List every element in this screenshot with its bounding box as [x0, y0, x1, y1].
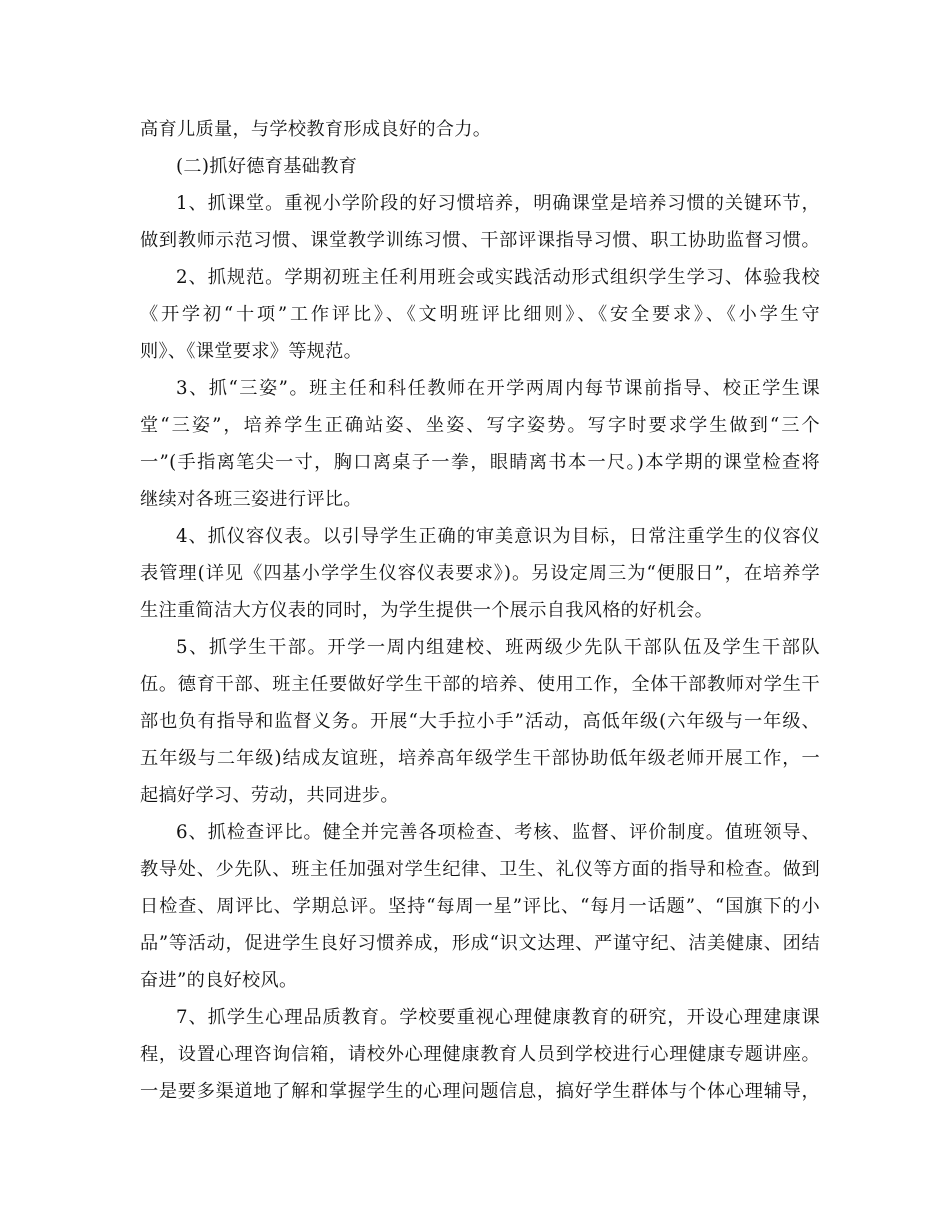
text-line: 做到教师示范习惯、课堂教学训练习惯、干部评课指导习惯、职工协助监督习惯。 [140, 230, 820, 251]
text-line: 伍。德育干部、班主任要做好学生干部的培养、使用工作，全体干部教师对学生干 [140, 674, 820, 695]
text-line: 3、抓“三姿”。班主任和科任教师在开学两周内每节课前指导、校正学生课 [176, 378, 820, 399]
text-line: 程，设置心理咨询信箱，请校外心理健康教育人员到学校进行心理健康专题讲座。 [140, 1044, 820, 1065]
text-line: 6、抓检查评比。健全并完善各项检查、考核、监督、评价制度。值班领导、 [176, 822, 820, 843]
text-line: 4、抓仪容仪表。以引导学生正确的审美意识为目标，日常注重学生的仪容仪 [176, 526, 820, 547]
text-line: 一”(手指离笔尖一寸，胸口离桌子一拳，眼睛离书本一尺。)本学期的课堂检查将 [140, 452, 820, 473]
text-line: 2、抓规范。学期初班主任利用班会或实践活动形式组织学生学习、体验我校 [176, 267, 820, 288]
text-line: 部也负有指导和监督义务。开展“大手拉小手”活动，高低年级(六年级与一年级、 [140, 711, 820, 732]
text-line: 继续对各班三姿进行评比。 [140, 489, 362, 510]
text-line: 《开学初“十项”工作评比》、《文明班评比细则》、《安全要求》、《小学生守 [140, 304, 820, 325]
text-line: 品”等活动，促进学生良好习惯养成，形成“识文达理、严谨守纪、洁美健康、团结 [140, 933, 820, 954]
text-line: 五年级与二年级)结成友谊班，培养高年级学生干部协助低年级老师开展工作，一 [140, 748, 820, 769]
text-line: 日检查、周评比、学期总评。坚持“每周一星”评比、“每月一话题”、“国旗下的小 [140, 896, 820, 917]
text-line: 5、抓学生干部。开学一周内组建校、班两级少先队干部队伍及学生干部队 [176, 637, 820, 658]
text-line: 起搞好学习、劳动，共同进步。 [140, 785, 399, 806]
text-line: 堂“三姿”，培养学生正确站姿、坐姿、写字姿势。写字时要求学生做到“三个 [140, 415, 820, 436]
section-heading: (二)抓好德育基础教育 [176, 156, 358, 177]
text-line: 生注重简洁大方仪表的同时，为学生提供一个展示自我风格的好机会。 [140, 600, 714, 621]
text-line: 一是要多渠道地了解和掌握学生的心理问题信息，搞好学生群体与个体心理辅导， [140, 1081, 820, 1102]
text-line: 则》、《课堂要求》等规范。 [140, 341, 363, 362]
text-line: 7、抓学生心理品质教育。学校要重视心理健康教育的研究，开设心理建康课 [176, 1007, 820, 1028]
text-line: 奋进”的良好校风。 [140, 970, 298, 991]
text-line: 教导处、少先队、班主任加强对学生纪律、卫生、礼仪等方面的指导和检查。做到 [140, 859, 820, 880]
text-line: 表管理(详见《四基小学学生仪容仪表要求》)。另设定周三为“便服日”，在培养学 [140, 563, 820, 584]
text-line: 高育儿质量，与学校教育形成良好的合力。 [140, 119, 492, 140]
text-line: 1、抓课堂。重视小学阶段的好习惯培养，明确课堂是培养习惯的关键环节， [176, 193, 820, 214]
